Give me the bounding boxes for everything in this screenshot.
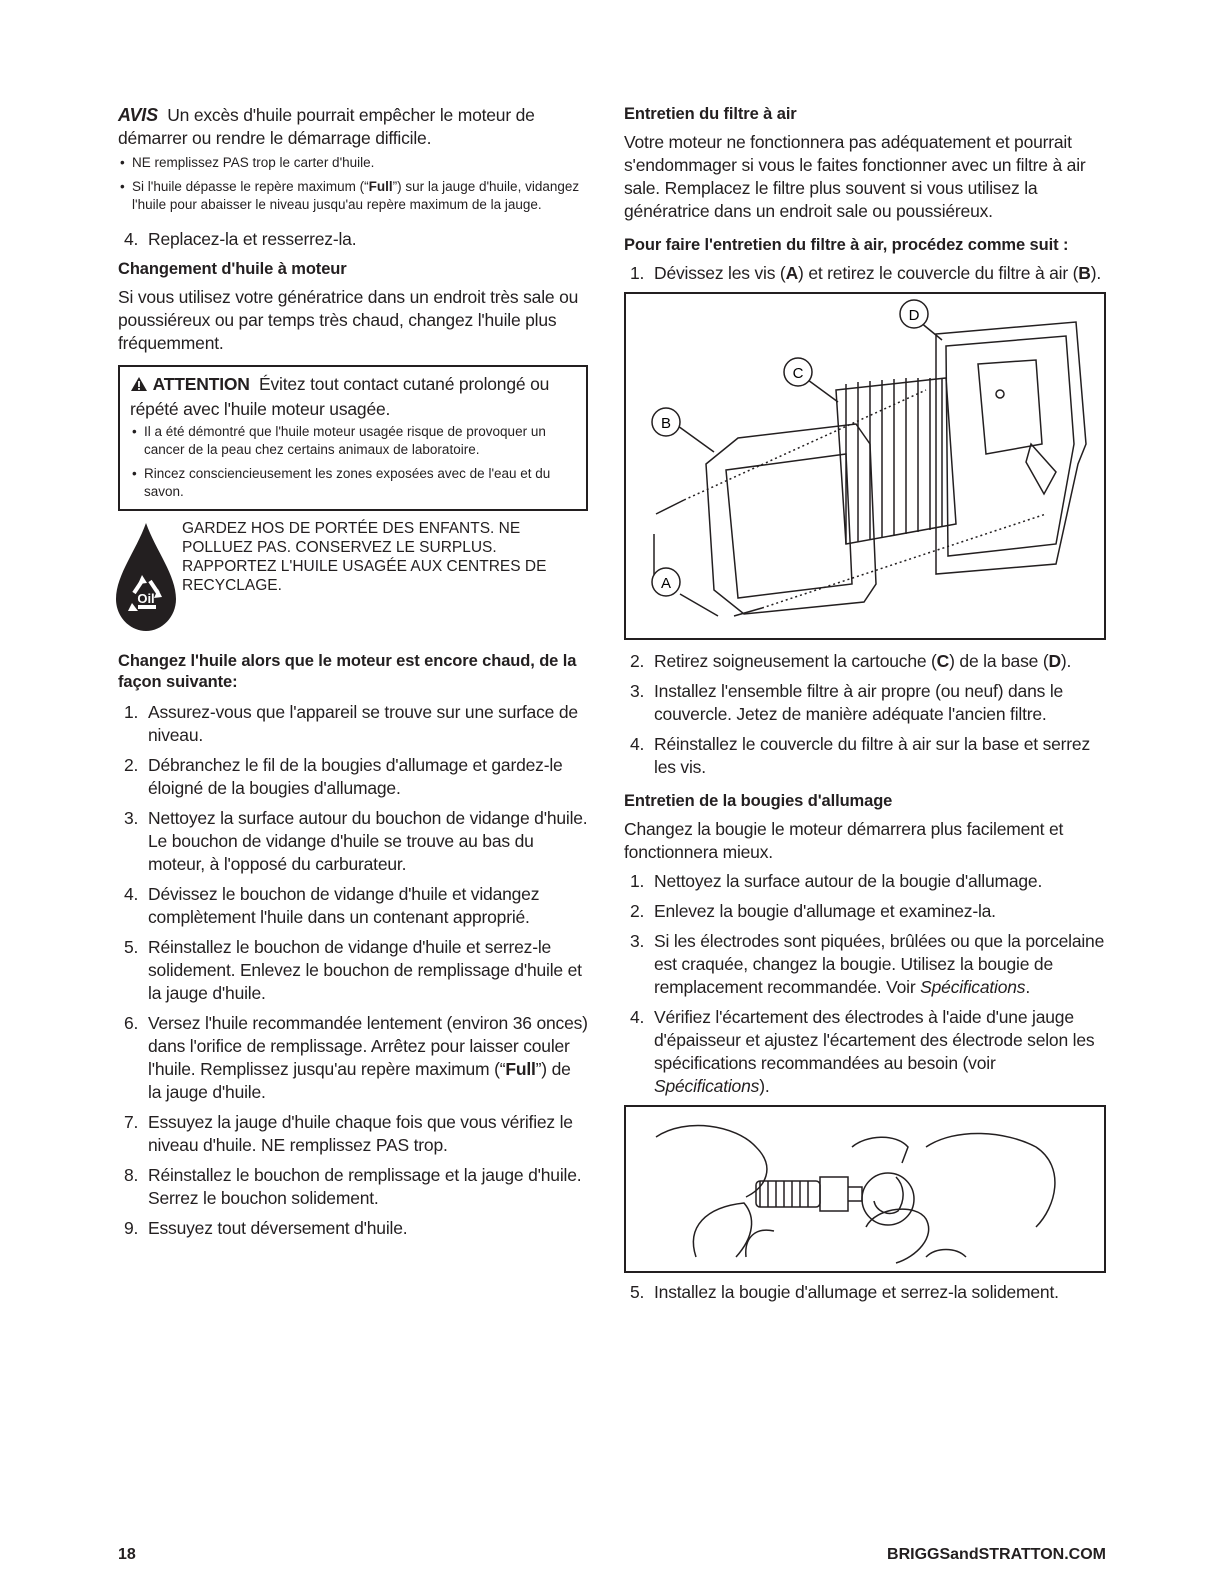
- oil-recycle-icon: [114, 521, 178, 638]
- reinstall-step: [118, 228, 588, 251]
- svg-text:B: B: [660, 415, 672, 432]
- list-item: 4. Replacez-la et resserrez-la.: [124, 229, 357, 249]
- avis-text: Un excès d'huile pourrait empêcher le moteur de démarrer ou rendre le démarrage difficile.: [118, 105, 535, 148]
- avis-bullets: [118, 154, 588, 214]
- list-item: 4. Réinstallez le couvercle du filtre à air sur la base et serrez les vis.: [630, 734, 1090, 777]
- attention-box: [118, 365, 588, 511]
- list-item: 8. Réinstallez le bouchon de remplissage et la jauge d'huile. Serrez le bouchon solidement.: [124, 1165, 582, 1208]
- list-item: 2. Enlevez la bougie d'allumage et examinez-la.: [630, 901, 996, 921]
- recycle-text: GARDEZ HOS DE PORTÉE DES ENFANTS. NE POLLUEZ PAS. CONSERVEZ LE SURPLUS. RAPPORTEZ L'HUILE USAGÉE AUX CENTRES DE RECYCLAGE.: [182, 520, 547, 594]
- air-filter-diagram: [626, 294, 1104, 634]
- air-filter-step-1: [624, 262, 1106, 285]
- list-item: 3. Si les électrodes sont piquées, brûlées ou que la porcelaine est craquée, changez la bougie. Utilisez la bougie de remplacement recommandée. Voir Spécifications.: [630, 931, 1105, 997]
- avis-bullet: • Si l'huile dépasse le repère maximum (“Full”) sur la jauge d'huile, vidangez l'huile pour abaisser le niveau jusqu'au repère maximum de la jauge.: [118, 178, 588, 214]
- spark-plug-text: Changez la bougie le moteur démarrera plus facilement et fonctionnera mieux.: [624, 819, 1064, 862]
- air-filter-steps: [624, 650, 1106, 779]
- spark-plug-heading: Entretien de la bougies d'allumage: [624, 792, 893, 810]
- page-footer: [118, 1546, 1106, 1566]
- spark-plug-illustration: [626, 1107, 1104, 1267]
- list-item: 3. Installez l'ensemble filtre à air propre (ou neuf) dans le couvercle. Jetez de manière adéquate l'ancien filtre.: [630, 681, 1064, 724]
- oil-change-text: Si vous utilisez votre génératrice dans un endroit très sale ou poussiéreux ou par temps très chaud, changez l'huile plus fréquemment.: [118, 287, 579, 353]
- list-item: 1. Assurez-vous que l'appareil se trouve sur une surface de niveau.: [124, 702, 578, 745]
- list-item: 3. Nettoyez la surface autour du bouchon de vidange d'huile. Le bouchon de vidange d'huile se trouve au bas du moteur, à l'opposé du carburateur.: [124, 808, 588, 874]
- filter-cover-shape: [706, 424, 876, 614]
- avis-label: AVIS: [118, 105, 158, 125]
- callout-D: [900, 300, 928, 328]
- oil-change-steps: [118, 701, 588, 1240]
- right-column: [624, 104, 1106, 1311]
- list-item: 4. Vérifiez l'écartement des électrodes à l'aide d'une jauge d'épaisseur et ajustez l'écartement des électrode selon les spécifications recommandées au besoin (voir Spécifications).: [630, 1007, 1095, 1096]
- list-item: 4. Dévissez le bouchon de vidange d'huile et vidangez complètement l'huile dans un contenant approprié.: [124, 884, 540, 927]
- spark-plug-shape: [756, 1177, 862, 1211]
- svg-text:D: D: [908, 307, 920, 324]
- svg-text:A: A: [660, 575, 672, 592]
- website-link[interactable]: BRIGGSandSTRATTON.COM: [887, 1546, 1106, 1563]
- attention-label: ATTENTION: [152, 374, 250, 394]
- list-item: 5. Installez la bougie d'allumage et serrez-la solidement.: [630, 1282, 1059, 1302]
- warning-triangle-icon: [130, 375, 148, 398]
- air-filter-procedure-heading: Pour faire l'entretien du filtre à air, procédez comme suit :: [624, 236, 1069, 254]
- list-item: 2. Débranchez le fil de la bougies d'allumage et gardez-le éloigné de la bougies d'allumage.: [124, 755, 563, 798]
- filter-cartridge-shape: [836, 378, 956, 544]
- svg-text:C: C: [792, 365, 804, 382]
- list-item: 5. Réinstallez le bouchon de vidange d'huile et serrez-le solidement. Enlevez le bouchon de remplissage d'huile et la jauge d'huile.: [124, 937, 582, 1003]
- left-column: [118, 104, 588, 1247]
- right-hand-shape: [866, 1209, 929, 1263]
- page-number: 18: [118, 1546, 136, 1563]
- attention-text: Évitez tout contact cutané prolongé ou répété avec l'huile moteur usagée.: [130, 374, 550, 419]
- spark-plug-figure: [624, 1105, 1106, 1273]
- spark-plug-step-5: [624, 1281, 1106, 1304]
- list-item: 9. Essuyez tout déversement d'huile.: [124, 1218, 408, 1238]
- list-item: 7. Essuyez la jauge d'huile chaque fois que vous vérifiez le niveau d'huile. NE remplissez PAS trop.: [124, 1112, 573, 1155]
- attention-bullet: • Il a été démontré que l'huile moteur usagée risque de provoquer un cancer de la peau chez certains animaux de laboratoire.: [130, 423, 576, 459]
- left-hand-shape: [656, 1126, 767, 1197]
- screw-shape: [656, 500, 684, 514]
- list-item: 6. Versez l'huile recommandée lentement (environ 36 onces) dans l'orifice de remplissage. Arrêtez pour laisser couler l'huile. Remplissez jusqu'au repère maximum (“Full”) de la jauge d'huile.: [124, 1013, 588, 1102]
- list-item: 2. Retirez soigneusement la cartouche (C) de la base (D).: [630, 651, 1072, 671]
- air-filter-figure: [624, 292, 1106, 640]
- attention-bullets: [130, 423, 576, 501]
- callout-A: [652, 568, 680, 596]
- filter-base-shape: [936, 322, 1086, 574]
- avis-notice: [118, 104, 588, 150]
- air-filter-heading: Entretien du filtre à air: [624, 105, 797, 123]
- callout-B: [652, 408, 680, 436]
- air-filter-text: Votre moteur ne fonctionnera pas adéquatement et pourrait s'endommager si vous le faites fonctionner avec un filtre à air sale. Remplacez le filtre plus souvent si vous utilisez la génératrice dans un endroit sale ou poussiéreux.: [624, 132, 1086, 221]
- callout-C: [784, 358, 812, 386]
- gap-gauge-shape: [862, 1173, 914, 1225]
- avis-bullet: • NE remplissez PAS trop le carter d'huile.: [118, 154, 588, 172]
- spark-plug-steps: [624, 870, 1106, 1098]
- oil-label: Oil: [137, 591, 155, 606]
- hot-oil-heading: Changez l'huile alors que le moteur est encore chaud, de la façon suivante:: [118, 652, 577, 691]
- gap-gauge-shape: [852, 1137, 908, 1163]
- list-item: 1. Dévissez les vis (A) et retirez le couvercle du filtre à air (B).: [630, 263, 1102, 283]
- recycle-notice: [118, 519, 588, 637]
- attention-bullet: • Rincez consciencieusement les zones exposées avec de l'eau et du savon.: [130, 465, 576, 501]
- list-item: 1. Nettoyez la surface autour de la bougie d'allumage.: [630, 871, 1043, 891]
- oil-change-heading: Changement d'huile à moteur: [118, 260, 347, 278]
